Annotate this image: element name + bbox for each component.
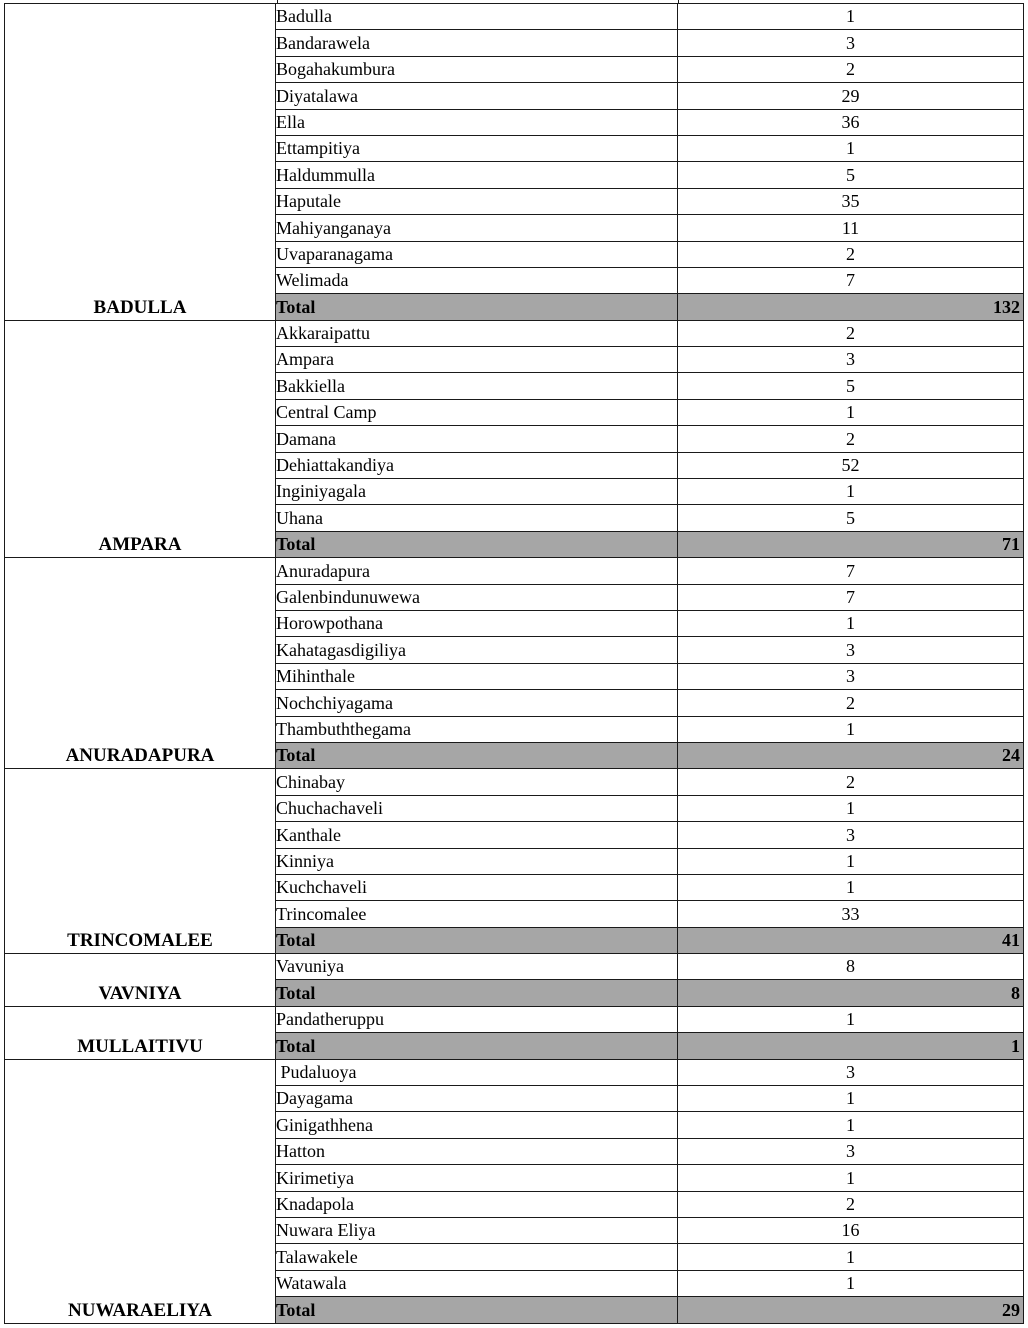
- place-name-cell: Kirimetiya: [276, 1165, 678, 1191]
- place-name-cell: Akkaraipattu: [276, 320, 678, 346]
- place-name-cell: Ginigathhena: [276, 1112, 678, 1138]
- place-name-cell: Pandatheruppu: [276, 1006, 678, 1032]
- table-row: [5, 1059, 1024, 1085]
- total-value-cell: 132: [678, 294, 1024, 320]
- count-cell: 1: [678, 479, 1024, 505]
- count-cell: 2: [678, 56, 1024, 82]
- count-cell: 1: [678, 399, 1024, 425]
- count-cell: 1: [678, 1006, 1024, 1032]
- place-name-cell: Badulla: [276, 4, 678, 30]
- place-name-cell: Ampara: [276, 347, 678, 373]
- place-name-cell: Bandarawela: [276, 30, 678, 56]
- district-place-table: [4, 3, 1024, 1324]
- place-name-cell: Knadapola: [276, 1191, 678, 1217]
- place-name-cell: Kinniya: [276, 848, 678, 874]
- total-label-cell: Total: [276, 531, 678, 557]
- count-cell: 3: [678, 347, 1024, 373]
- place-name-cell: Damana: [276, 426, 678, 452]
- place-name-cell: Bakkiella: [276, 373, 678, 399]
- count-cell: 35: [678, 188, 1024, 214]
- district-name-cell: MULLAITIVU: [5, 1006, 276, 1059]
- count-cell: 1: [678, 1165, 1024, 1191]
- table-row: [5, 954, 1024, 980]
- count-cell: 3: [678, 1059, 1024, 1085]
- total-value-cell: 8: [678, 980, 1024, 1006]
- table-body: [5, 4, 1024, 1324]
- total-label-cell: Total: [276, 927, 678, 953]
- place-name-cell: Kanthale: [276, 822, 678, 848]
- place-name-cell: Inginiyagala: [276, 479, 678, 505]
- total-label-cell: Total: [276, 980, 678, 1006]
- count-cell: 36: [678, 109, 1024, 135]
- count-cell: 2: [678, 769, 1024, 795]
- count-cell: 1: [678, 874, 1024, 900]
- district-name-cell: NUWARAELIYA: [5, 1059, 276, 1323]
- place-name-cell: Dehiattakandiya: [276, 452, 678, 478]
- table-top-edge: [277, 0, 679, 3]
- count-cell: 2: [678, 241, 1024, 267]
- place-name-cell: Chinabay: [276, 769, 678, 795]
- count-cell: 1: [678, 135, 1024, 161]
- place-name-cell: Mahiyanganaya: [276, 215, 678, 241]
- count-cell: 3: [678, 1138, 1024, 1164]
- count-cell: 2: [678, 1191, 1024, 1217]
- total-label-cell: Total: [276, 1297, 678, 1323]
- total-value-cell: 41: [678, 927, 1024, 953]
- document-page: [4, 3, 1023, 1324]
- place-name-cell: Thambuththegama: [276, 716, 678, 742]
- table-row: [5, 558, 1024, 584]
- total-value-cell: 24: [678, 742, 1024, 768]
- place-name-cell: Trincomalee: [276, 901, 678, 927]
- count-cell: 3: [678, 663, 1024, 689]
- count-cell: 2: [678, 426, 1024, 452]
- district-name-cell: BADULLA: [5, 4, 276, 321]
- count-cell: 5: [678, 162, 1024, 188]
- count-cell: 1: [678, 716, 1024, 742]
- count-cell: 7: [678, 558, 1024, 584]
- place-name-cell: Hatton: [276, 1138, 678, 1164]
- count-cell: 7: [678, 584, 1024, 610]
- district-name-cell: TRINCOMALEE: [5, 769, 276, 954]
- count-cell: 2: [678, 320, 1024, 346]
- total-value-cell: 1: [678, 1033, 1024, 1059]
- place-name-cell: Welimada: [276, 267, 678, 293]
- count-cell: 3: [678, 30, 1024, 56]
- district-name-cell: AMPARA: [5, 320, 276, 558]
- place-name-cell: Galenbindunuwewa: [276, 584, 678, 610]
- total-label-cell: Total: [276, 294, 678, 320]
- place-name-cell: Nochchiyagama: [276, 690, 678, 716]
- place-name-cell: Mihinthale: [276, 663, 678, 689]
- count-cell: 11: [678, 215, 1024, 241]
- place-name-cell: Kuchchaveli: [276, 874, 678, 900]
- place-name-cell: Uvaparanagama: [276, 241, 678, 267]
- count-cell: 2: [678, 690, 1024, 716]
- count-cell: 1: [678, 610, 1024, 636]
- place-name-cell: Uhana: [276, 505, 678, 531]
- place-name-cell: Anuradapura: [276, 558, 678, 584]
- count-cell: 1: [678, 1244, 1024, 1270]
- place-name-cell: Kahatagasdigiliya: [276, 637, 678, 663]
- table-row: [5, 769, 1024, 795]
- count-cell: 1: [678, 4, 1024, 30]
- count-cell: 7: [678, 267, 1024, 293]
- district-name-cell: VAVNIYA: [5, 954, 276, 1007]
- total-label-cell: Total: [276, 1033, 678, 1059]
- table-row: [5, 4, 1024, 30]
- total-value-cell: 29: [678, 1297, 1024, 1323]
- count-cell: 8: [678, 954, 1024, 980]
- count-cell: 1: [678, 1270, 1024, 1296]
- place-name-cell: Vavuniya: [276, 954, 678, 980]
- place-name-cell: Central Camp: [276, 399, 678, 425]
- district-name-cell: ANURADAPURA: [5, 558, 276, 769]
- place-name-cell: Chuchachaveli: [276, 795, 678, 821]
- place-name-cell: Dayagama: [276, 1086, 678, 1112]
- place-name-cell: Nuwara Eliya: [276, 1217, 678, 1243]
- count-cell: 1: [678, 1112, 1024, 1138]
- total-label-cell: Total: [276, 742, 678, 768]
- total-value-cell: 71: [678, 531, 1024, 557]
- place-name-cell: Watawala: [276, 1270, 678, 1296]
- count-cell: 33: [678, 901, 1024, 927]
- count-cell: 16: [678, 1217, 1024, 1243]
- place-name-cell: Bogahakumbura: [276, 56, 678, 82]
- count-cell: 29: [678, 83, 1024, 109]
- table-row: [5, 1006, 1024, 1032]
- place-name-cell: Ella: [276, 109, 678, 135]
- table-row: [5, 320, 1024, 346]
- count-cell: 1: [678, 1086, 1024, 1112]
- count-cell: 5: [678, 505, 1024, 531]
- count-cell: 1: [678, 848, 1024, 874]
- count-cell: 3: [678, 822, 1024, 848]
- place-name-cell: Talawakele: [276, 1244, 678, 1270]
- count-cell: 5: [678, 373, 1024, 399]
- count-cell: 1: [678, 795, 1024, 821]
- place-name-cell: Diyatalawa: [276, 83, 678, 109]
- place-name-cell: Ettampitiya: [276, 135, 678, 161]
- count-cell: 3: [678, 637, 1024, 663]
- count-cell: 52: [678, 452, 1024, 478]
- place-name-cell: Haldummulla: [276, 162, 678, 188]
- place-name-cell: Horowpothana: [276, 610, 678, 636]
- place-name-cell: Pudaluoya: [276, 1059, 678, 1085]
- place-name-cell: Haputale: [276, 188, 678, 214]
